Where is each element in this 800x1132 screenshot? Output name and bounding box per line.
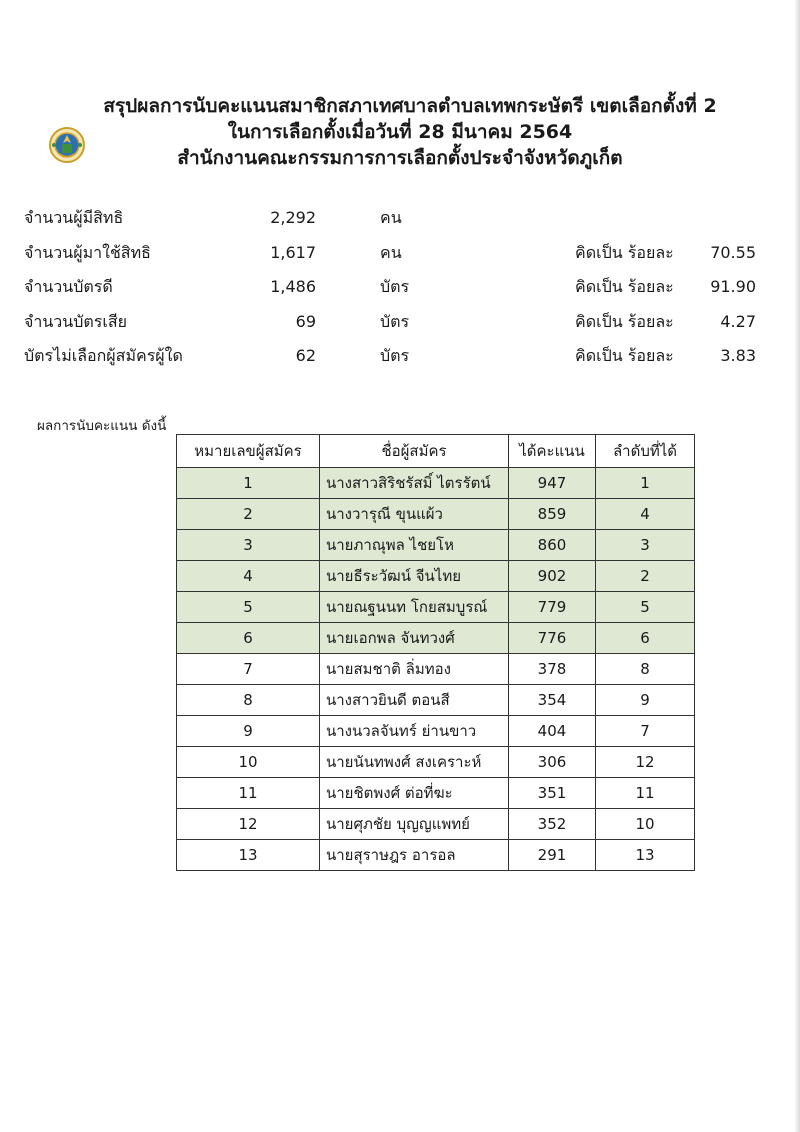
candidate-votes: 378 (509, 654, 596, 685)
table-row (177, 468, 695, 499)
candidate-number: 2 (177, 499, 320, 530)
candidate-name: นายธีระวัฒน์ จีนไทย (320, 561, 509, 592)
stat-label: จำนวนบัตรเสีย (24, 311, 127, 331)
candidate-votes: 947 (509, 468, 596, 499)
candidate-number: 10 (177, 747, 320, 778)
candidate-votes: 779 (509, 592, 596, 623)
header-candidate-number: หมายเลขผู้สมัคร (177, 435, 320, 468)
candidate-name: นายเอกพล จันทวงศ์ (320, 623, 509, 654)
stat-row-no-vote (24, 342, 764, 377)
stat-value: 69 (295, 311, 316, 331)
stat-percent-label: คิดเป็น ร้อยละ (575, 277, 674, 296)
document-header (40, 93, 760, 171)
header-title-line-2: ในการเลือกตั้งเมื่อวันที่ 28 มีนาคม 2564 (227, 121, 573, 143)
stat-label: บัตรไม่เลือกผู้สมัครผู้ใด (24, 346, 183, 365)
table-row (177, 685, 695, 716)
candidate-rank: 3 (596, 530, 695, 561)
table-row (177, 747, 695, 778)
stat-unit: บัตร (380, 311, 410, 331)
stat-value: 2,292 (270, 208, 316, 227)
candidate-votes: 860 (509, 530, 596, 561)
candidate-rank: 7 (596, 716, 695, 747)
stat-row-valid-ballots (24, 273, 764, 308)
header-votes: ได้คะแนน (509, 435, 596, 468)
stat-row-turnout (24, 239, 764, 274)
stat-row-eligible (24, 204, 764, 239)
candidate-rank: 12 (596, 747, 695, 778)
candidate-name: นายชิตพงศ์ ต่อที่ฆะ (320, 778, 509, 809)
candidate-number: 9 (177, 716, 320, 747)
header-rank: ลำดับที่ได้ (596, 435, 695, 468)
candidate-number: 3 (177, 530, 320, 561)
header-candidate-name: ชื่อผู้สมัคร (320, 435, 509, 468)
stat-percent-label: คิดเป็น ร้อยละ (575, 311, 674, 331)
candidate-votes: 306 (509, 747, 596, 778)
candidate-votes: 351 (509, 778, 596, 809)
candidate-number: 7 (177, 654, 320, 685)
stat-label: จำนวนผู้มาใช้สิทธิ (24, 242, 151, 262)
table-row (177, 654, 695, 685)
summary-stats (24, 204, 764, 377)
stat-row-invalid-ballots (24, 308, 764, 343)
stat-label: จำนวนผู้มีสิทธิ (24, 208, 124, 227)
candidate-number: 13 (177, 840, 320, 871)
stat-percent-value: 4.27 (720, 311, 756, 331)
candidate-votes: 291 (509, 840, 596, 871)
stat-unit: บัตร (380, 346, 410, 365)
candidate-rank: 4 (596, 499, 695, 530)
candidate-rank: 11 (596, 778, 695, 809)
candidate-rank: 2 (596, 561, 695, 592)
stat-percent-value: 70.55 (710, 242, 756, 262)
stat-value: 1,486 (270, 277, 316, 296)
candidate-number: 11 (177, 778, 320, 809)
table-header-row (177, 435, 695, 468)
results-table (176, 434, 695, 871)
candidate-name: นางสาวยินดี ตอนสี (320, 685, 509, 716)
candidate-rank: 9 (596, 685, 695, 716)
stat-unit: คน (380, 242, 402, 262)
candidate-votes: 776 (509, 623, 596, 654)
table-row (177, 530, 695, 561)
stat-percent-label: คิดเป็น ร้อยละ (575, 242, 674, 262)
stat-percent-value: 91.90 (710, 277, 756, 296)
table-row (177, 592, 695, 623)
table-row (177, 716, 695, 747)
stat-value: 1,617 (270, 242, 316, 262)
candidate-name: นายภาณุพล ไชยโห (320, 530, 509, 561)
candidate-name: นายสมชาติ ลิ่มทอง (320, 654, 509, 685)
table-row (177, 499, 695, 530)
candidate-votes: 354 (509, 685, 596, 716)
candidate-number: 8 (177, 685, 320, 716)
stat-percent-label: คิดเป็น ร้อยละ (575, 346, 674, 365)
table-row (177, 623, 695, 654)
table-row (177, 840, 695, 871)
candidate-number: 12 (177, 809, 320, 840)
candidate-name: นายณฐนนท โกยสมบูรณ์ (320, 592, 509, 623)
header-title-line-1: สรุปผลการนับคะแนนสมาชิกสภาเทศบาลตำบลเทพกระษัตรี เขตเลือกตั้งที่ 2 (103, 95, 717, 117)
stat-unit: คน (380, 208, 402, 227)
candidate-name: นายสุราษฎร อารอล (320, 840, 509, 871)
candidate-rank: 5 (596, 592, 695, 623)
table-row (177, 809, 695, 840)
stat-percent-value: 3.83 (720, 346, 756, 365)
candidate-votes: 902 (509, 561, 596, 592)
stat-label: จำนวนบัตรดี (24, 277, 113, 296)
candidate-votes: 859 (509, 499, 596, 530)
candidate-name: นางนวลจันทร์ ย่านขาว (320, 716, 509, 747)
candidate-votes: 352 (509, 809, 596, 840)
candidate-name: นายนันทพงศ์ สงเคราะห์ (320, 747, 509, 778)
page-edge (794, 0, 800, 1132)
candidate-name: นางวารุณี ขุนแผ้ว (320, 499, 509, 530)
candidate-number: 4 (177, 561, 320, 592)
candidate-name: นายศุภชัย บุญญแพทย์ (320, 809, 509, 840)
candidate-rank: 1 (596, 468, 695, 499)
candidate-number: 1 (177, 468, 320, 499)
candidate-rank: 6 (596, 623, 695, 654)
candidate-rank: 13 (596, 840, 695, 871)
table-caption: ผลการนับคะแนน ดังนี้ (37, 418, 167, 434)
stat-unit: บัตร (380, 277, 410, 296)
table-row (177, 778, 695, 809)
candidate-rank: 10 (596, 809, 695, 840)
candidate-number: 5 (177, 592, 320, 623)
candidate-name: นางสาวสิริชรัสมิ์ ไตรรัตน์ (320, 468, 509, 499)
candidate-votes: 404 (509, 716, 596, 747)
header-title-line-3: สำนักงานคณะกรรมการการเลือกตั้งประจำจังหวัดภูเก็ต (177, 147, 623, 169)
table-row (177, 561, 695, 592)
candidate-rank: 8 (596, 654, 695, 685)
stat-value: 62 (295, 346, 316, 365)
candidate-number: 6 (177, 623, 320, 654)
